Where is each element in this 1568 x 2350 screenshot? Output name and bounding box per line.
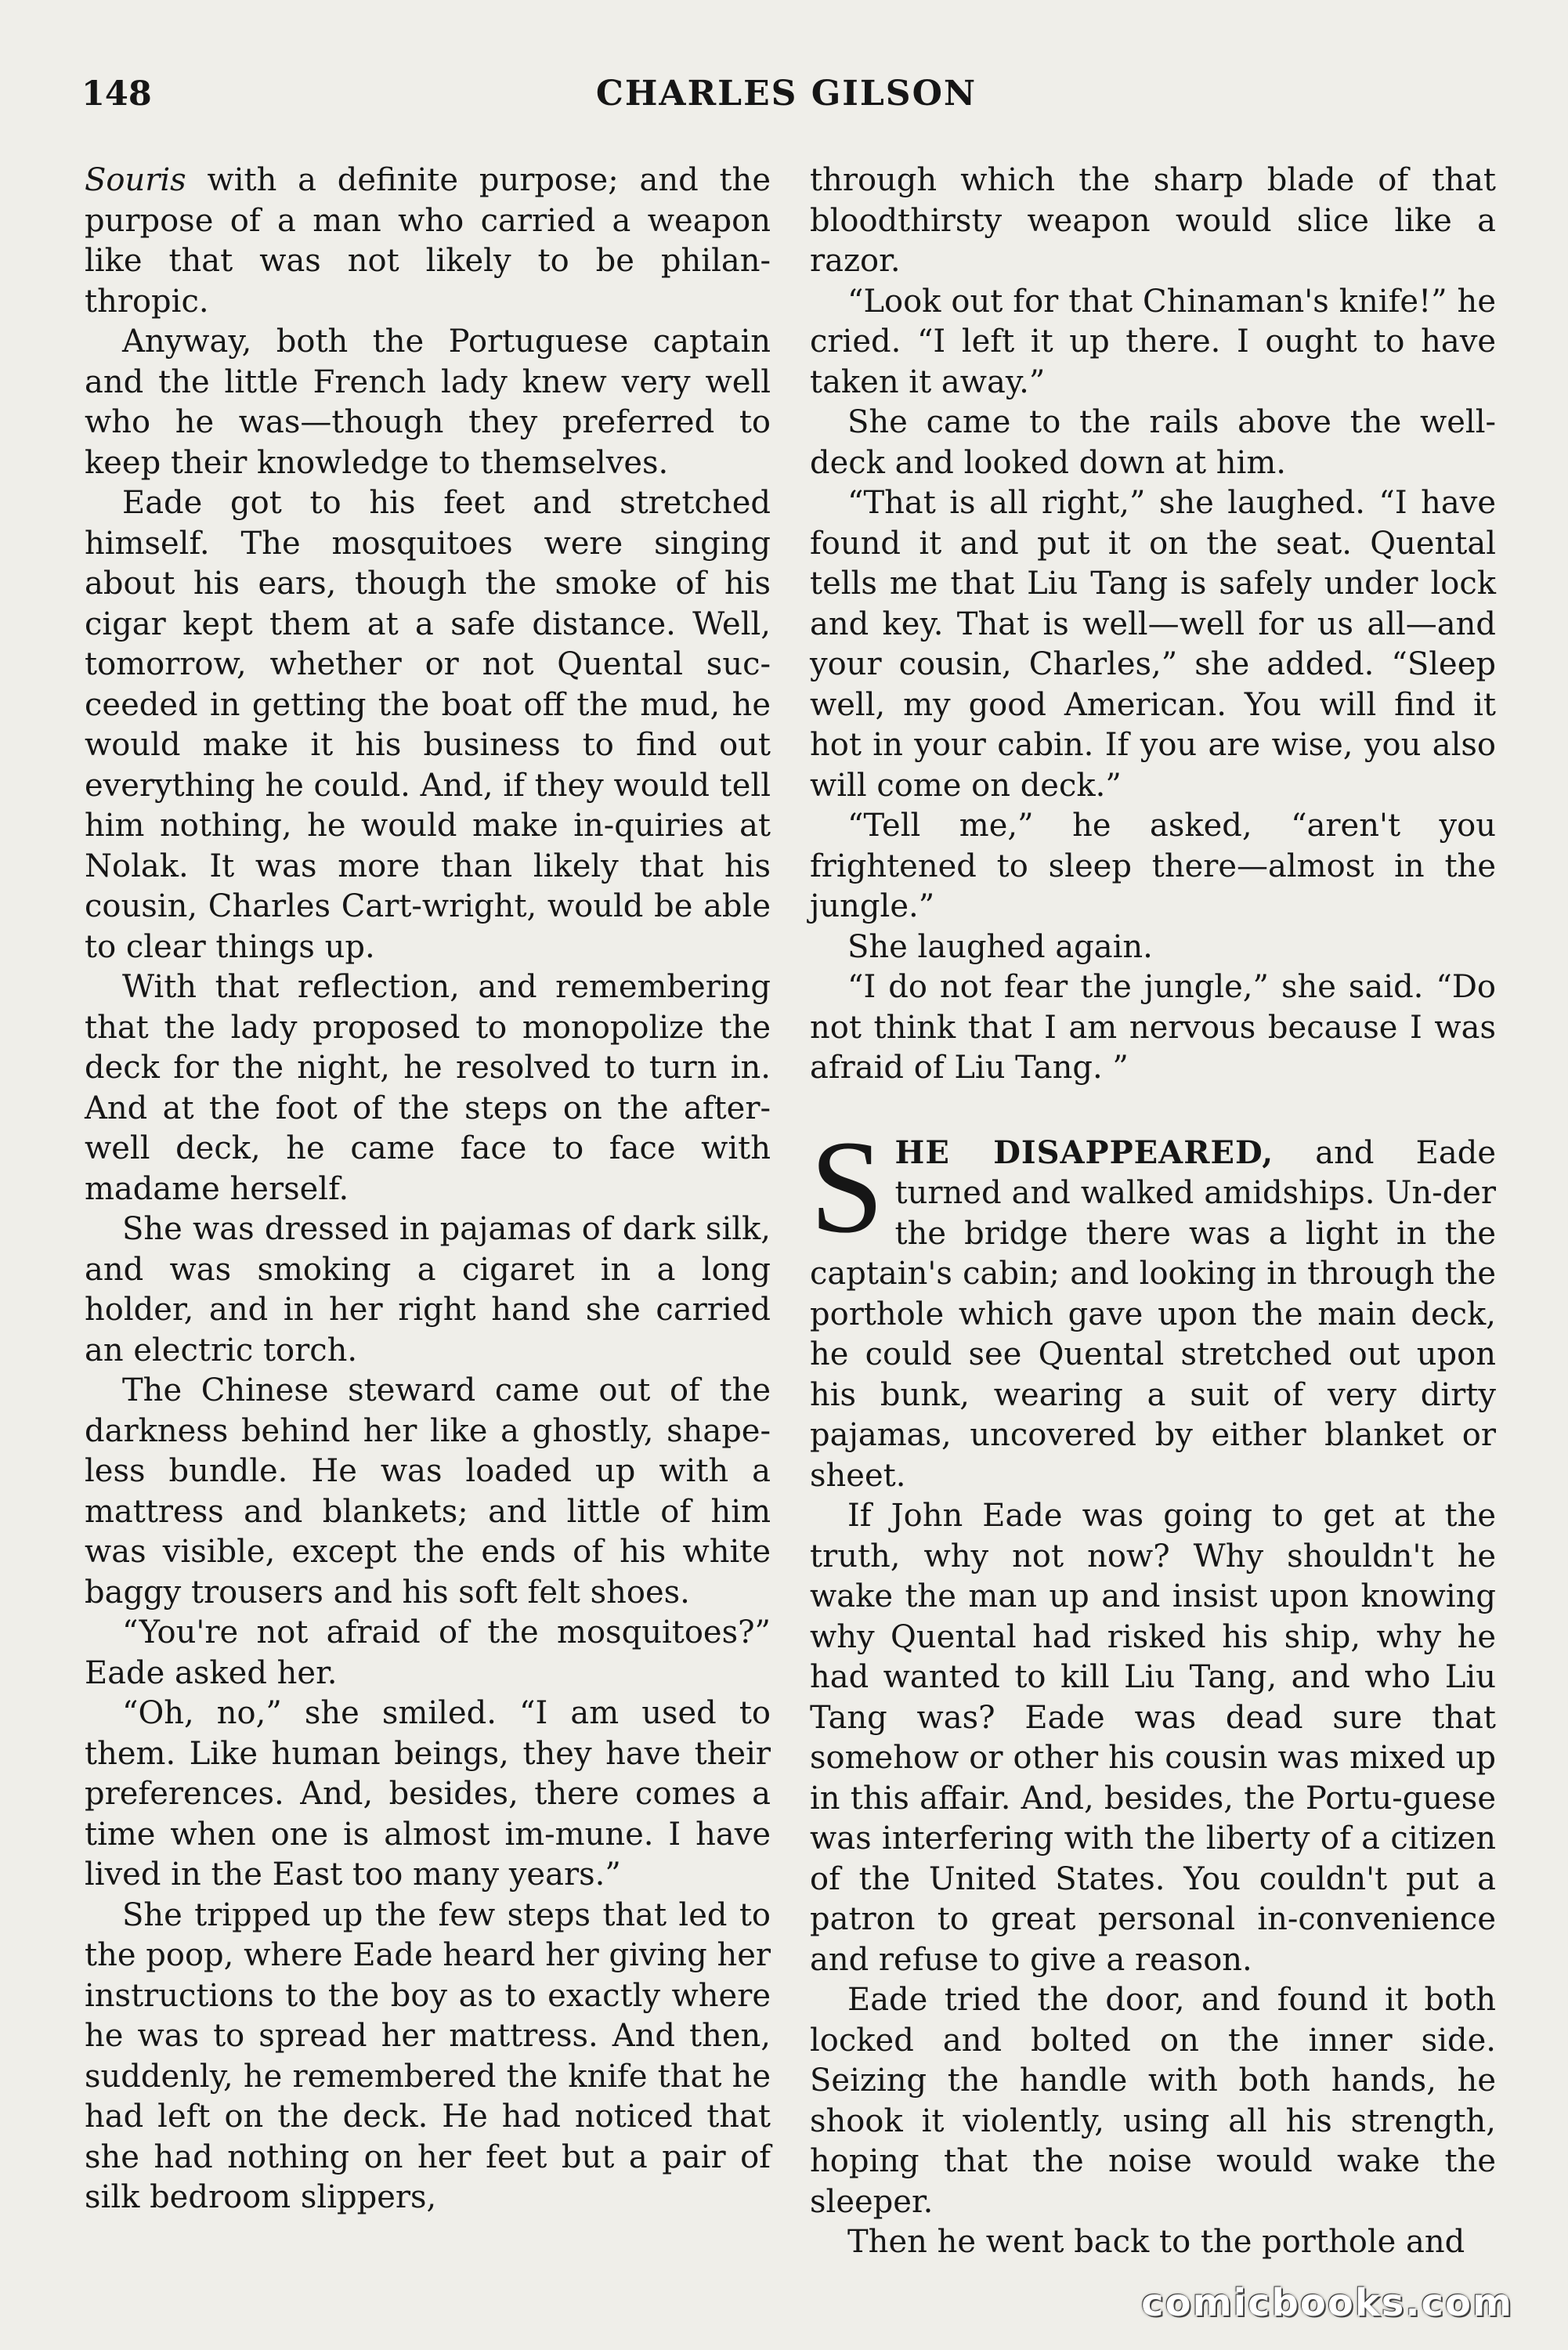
- page-number: 148: [81, 74, 152, 114]
- paragraph: through which the sharp blade of that bloodthirsty weapon would slice like a razor.: [810, 162, 1496, 279]
- right-column: [810, 161, 1496, 2263]
- running-head: CHARLES GILSON: [595, 74, 977, 114]
- lead-in-caps: HE DISAPPEARED,: [894, 1133, 1274, 1171]
- paragraph: She tripped up the few steps that led to the poop, where Eade heard her giving her instructions to the boy as to exactly where he was to spread her mattress. And then, suddenly, he remembered the knife that he had left on the deck. He had noticed that she had nothing on her feet but a pair of silk bedroom slippers,: [85, 1896, 771, 2215]
- ship-name: Souris: [85, 162, 186, 198]
- paragraph: “That is all right,” she laughed. “I have found it and put it on the seat. Quental tells me that Liu Tang is safely under lock and key. That is well—well for us all—and your cousin, Charles,” she added. “Sleep well, my good American. You will find it hot in your cabin. If you are wise, you also will come on deck.”: [810, 485, 1496, 804]
- paragraph: Then he went back to the porthole and: [847, 2224, 1465, 2260]
- paragraph: The Chinese steward came out of the darkness behind her like a ghostly, shape-less bundle. He was loaded up with a mattress and blankets; and little of him was visible, except the ends of his white baggy trousers and his soft felt shoes.: [85, 1372, 771, 1611]
- paragraph: Eade tried the door, and found it both locked and bolted on the inner side. Seizing the handle with both hands, he shook it violently, using all his strength, hoping that the noise would wake the sleeper.: [810, 1982, 1496, 2220]
- section-opening-paragraph: [810, 1112, 1496, 1497]
- left-column: [85, 161, 771, 2218]
- drop-cap: S: [810, 1112, 884, 1260]
- paragraph: “Oh, no,” she smiled. “I am used to them. Like human beings, they have their preferences. And, besides, there comes a time when one is almost im-mune. I have lived in the East too many years.”: [85, 1695, 771, 1893]
- page-header: [81, 70, 1491, 118]
- paragraph-text: and Eade turned and walked amidships. Un-der the bridge there was a light in the captain's cabin; and looking in through the porthole which gave upon the main deck, he could see Quental stretched out upon his bunk, wearing a suit of very dirty pajamas, uncovered by either blanket or sheet.: [810, 1134, 1496, 1494]
- paragraph: “Tell me,” he asked, “aren't you frightened to sleep there—almost in the jungle.”: [810, 808, 1496, 924]
- paragraph: She was dressed in pajamas of dark silk, and was smoking a cigaret in a long holder, and in her right hand she carried an electric torch.: [85, 1211, 771, 1368]
- paragraph: With that reflection, and remembering that the lady proposed to monopolize the deck for the night, he resolved to turn in. And at the foot of the steps on the after-well deck, he came face to face with madame herself.: [85, 969, 771, 1207]
- paragraph: She came to the rails above the well-deck and looked down at him.: [810, 404, 1496, 481]
- paragraph: Anyway, both the Portuguese captain and the little French lady knew very well who he was—though they preferred to keep their knowledge to themselves.: [85, 324, 771, 481]
- source-watermark: comicbooks.com: [1141, 2281, 1513, 2325]
- paragraph: She laughed again.: [847, 928, 1153, 965]
- paragraph: “I do not fear the jungle,” she said. “Do not think that I am nervous because I was afraid of Liu Tang. ”: [810, 969, 1496, 1086]
- paragraph: Eade got to his feet and stretched himself. The mosquitoes were singing about his ears, though the smoke of his cigar kept them at a safe distance. Well, tomorrow, whether or not Quental suc-ceeded in getting the boat off the mud, he would make it his business to find out everything he could. And, if they would tell him nothing, he would make in-quiries at Nolak. It was more than likely that his cousin, Charles Cart-wright, would be able to clear things up.: [85, 485, 771, 965]
- paragraph-text: with a definite purpose; and the purpose of a man who carried a weapon like that was not likely to be philan-thropic.: [85, 162, 771, 320]
- paragraph: [85, 161, 771, 322]
- paragraph: “You're not afraid of the mosquitoes?” Eade asked her.: [85, 1614, 771, 1691]
- paragraph: If John Eade was going to get at the truth, why not now? Why shouldn't he wake the man up and insist upon knowing why Quental had risked his ship, why he had wanted to kill Liu Tang, and who Liu Tang was? Eade was dead sure that somehow or other his cousin was mixed up in this affair. And, besides, the Portu-guese was interfering with the liberty of a citizen of the United States. You couldn't put a patron to great personal in-convenience and refuse to give a reason.: [810, 1498, 1496, 1978]
- paragraph: “Look out for that Chinaman's knife!” he cried. “I left it up there. I ought to have taken it away.”: [810, 283, 1496, 400]
